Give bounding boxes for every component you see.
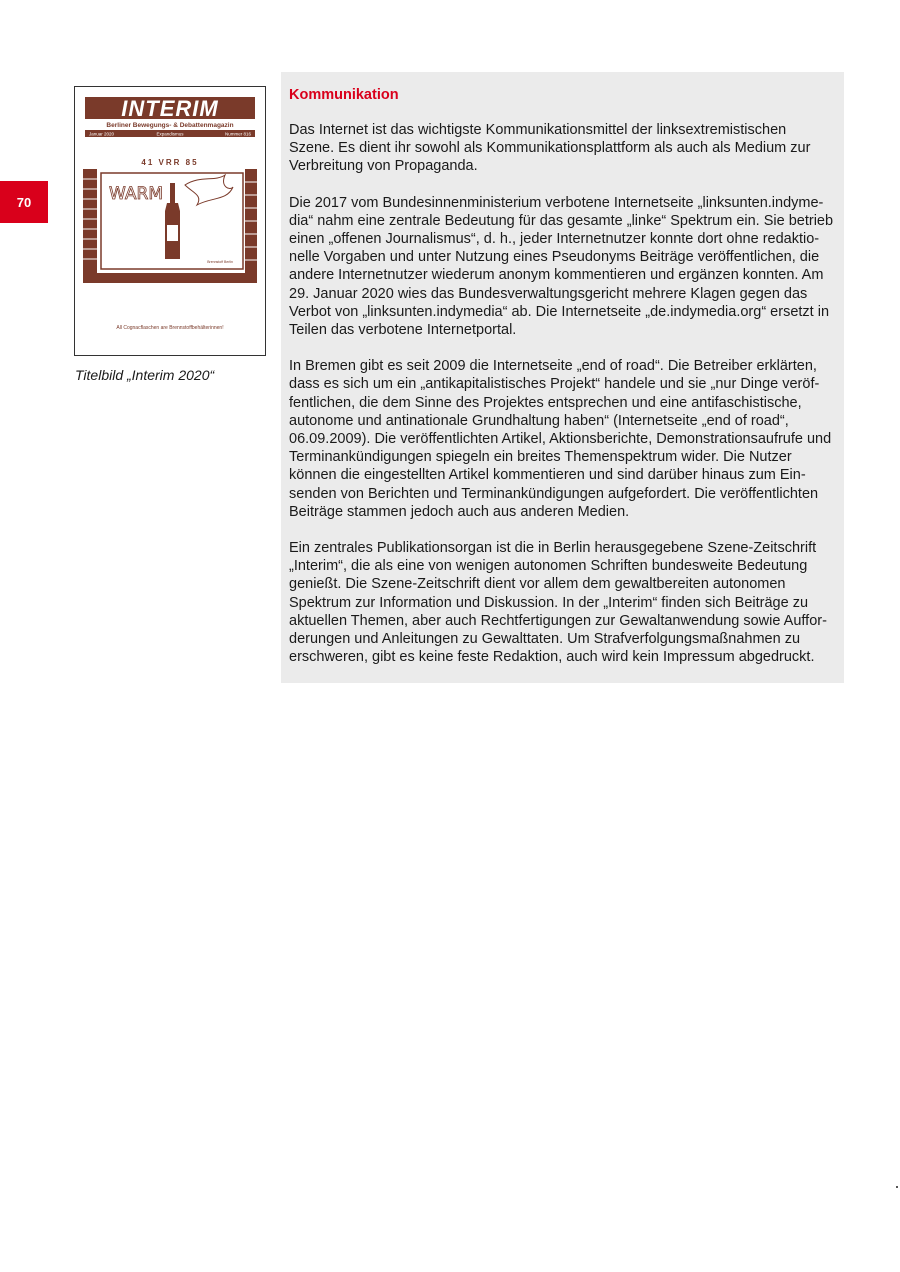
cover-issue: Nummer 816 — [224, 131, 251, 137]
cover-title: INTERIM — [121, 96, 219, 121]
cover-headline: 41 VRR 85 — [141, 158, 199, 167]
info-box-kommunikation — [281, 72, 844, 683]
cover-date: Januar 2020 — [89, 131, 115, 137]
info-box-heading: Kommunikation — [289, 87, 399, 103]
cover-footer: All Cognacflaschen are Brennstoffbehälterinnen! — [116, 325, 224, 331]
cover-subtitle: Berliner Bewegungs- & Debattenmagazin — [106, 122, 234, 129]
info-paragraph-3: In Bremen gibt es seit 2009 die Internetseite „end of road“. Die Betreiber erklärten, dass es sich um ein „antikapitalistisches Projekt“ handele und sie „nur Dinge veröf-fentlichen, die dem Sinne des Projektes entsprechen und eine antifaschistische, autonome und antinationale Grundhaltung haben“ (Internetseite „end of road“, 06.09.2009). Die veröffentlichten Artikel, Aktionsberichte, Demonstrationsaufrufe und Terminankündigungen spiegeln ein breites Themenspektrum wider. Die Nutzer können die eingestellten Artikel kommentieren und sind darüber hinaus zum Ein-senden von Berichten und Terminankündigungen aufgefordert. Die veröffentlichten Beiträge stammen jedoch auch aus anderen Medien. — [289, 358, 832, 520]
cover-illustration — [75, 87, 265, 355]
figure-caption: Titelbild „Interim 2020“ — [75, 367, 215, 383]
cover-graffiti: WARM — [109, 184, 163, 204]
info-paragraph-2: Die 2017 vom Bundesinnenministerium verbotene Internetseite „linksunten.indyme-dia“ nahm eine zentrale Bedeutung für das gesamte „linke“ Spektrum ein. Sie betrieb einen „offenen Journalismus“, d. h., jeder Internetnutzer konnte dort ohne redaktio-nelle Vorgaben und unter Nutzung eines Pseudonyms Beiträge veröffentlichen, die andere Internetnutzer wiederum anonym kommentieren und ergänzen konnten. Am 29. Januar 2020 wies das Bundesverwaltungsgericht mehrere Klagen gegen das Verbot von „linksunten.indymedia“ ab. Die Internetseite „de.indymedia.org“ ersetzt in Teilen das verbotene Internetportal. — [289, 194, 834, 339]
page-number: 70 — [16, 194, 32, 210]
edge-mark — [896, 1186, 898, 1188]
cover-signature: Brennstoff Berlin — [207, 260, 233, 264]
info-paragraph-4: Ein zentrales Publikationsorgan ist die in Berlin herausgegebene Szene-Zeitschrift „Interim“, die als eine von wenigen autonomen Schriften bundesweite Bedeutung genießt. Die Szene-Zeitschrift dient vor allem dem gewaltbereiten autonomen Spektrum zur Information und Diskussion. In der „Interim“ finden sich Beiträge zu aktuellen Themen, aber auch Rechtfertigungen zur Gewaltanwendung sowie Auffor-derungen und Anleitungen zu Gewalttaten. Um Strafverfolgungsmaßnahmen zu erschweren, gibt es keine feste Redaktion, auch wird kein Impressum abgedruckt. — [289, 540, 827, 666]
cover-middle-label: Expandismus — [156, 131, 184, 137]
info-paragraph-1: Das Internet ist das wichtigste Kommunikationsmittel der linksextremistischen Szene. Es dient ihr sowohl als Kommunikationsplattform als auch als Medium zur Verbreitung von Propaganda. — [289, 122, 811, 175]
interim-cover-image — [74, 86, 266, 356]
page-number-tab — [0, 181, 48, 223]
